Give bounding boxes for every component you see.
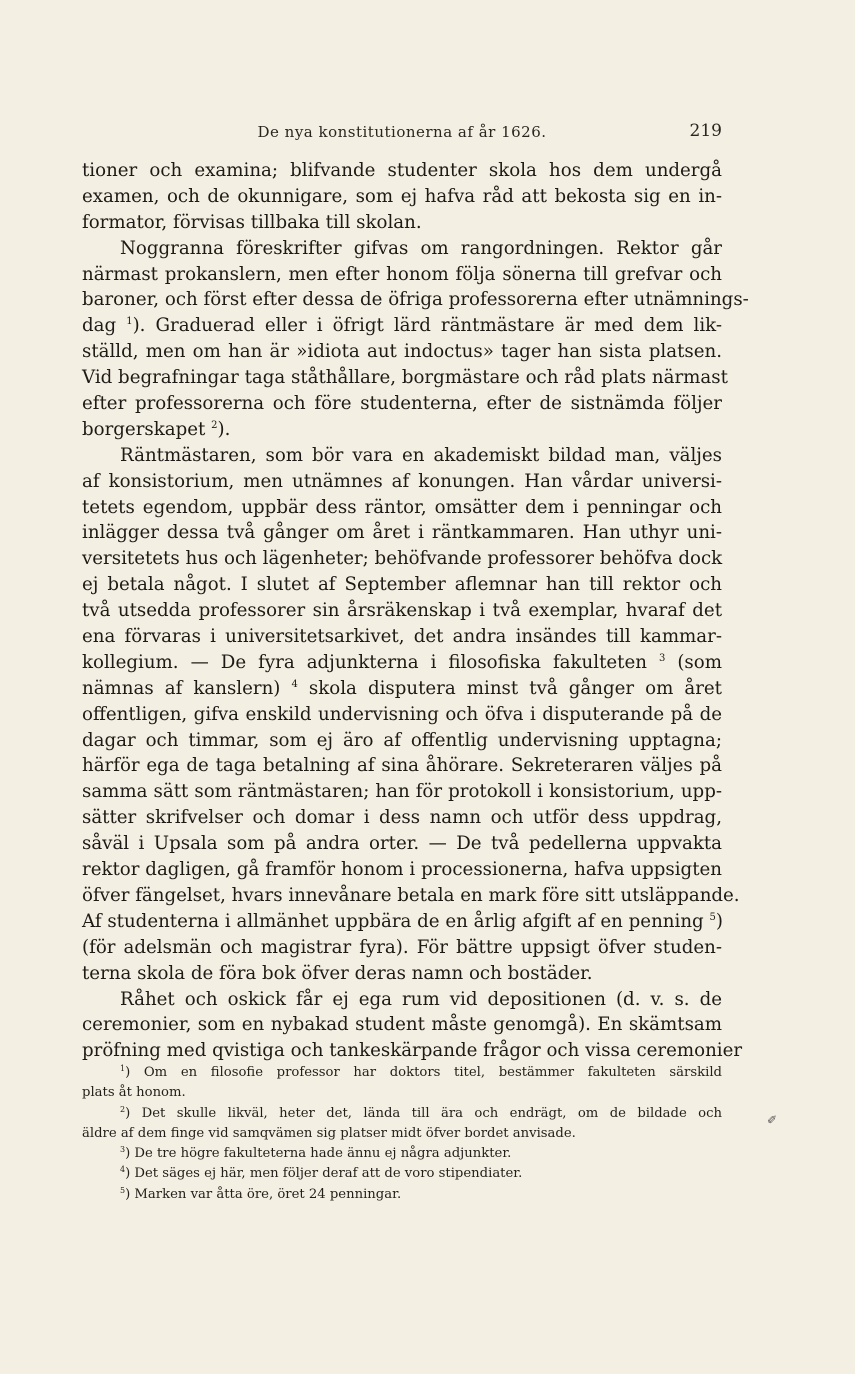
text-line: ej betala något. I slutet af September aflemnar han till rektor och: [82, 574, 722, 596]
text-line: rektor dagligen, gå framför honom i processionerna, hafva uppsigten: [82, 859, 722, 881]
text-line: versitetets hus och lägenheter; behöfvande professorer behöfva dock: [82, 548, 723, 570]
text-line: tetets egendom, uppbär dess räntor, omsätter dem i penningar och: [82, 496, 722, 518]
text-line: samma sätt som räntmästaren; han för protokoll i konsistorium, upp-: [82, 781, 722, 803]
footnote-continuation: äldre af dem finge vid samqvämen sig platser midt öfver bordet anvisade.: [82, 1125, 576, 1141]
footnote-ref: 2: [211, 419, 218, 431]
text-line: inlägger dessa två gånger om året i räntkammaren. Han uthyr uni-: [82, 522, 722, 544]
footnote-ref: 4: [291, 678, 298, 690]
footnote-mark: 4: [120, 1165, 126, 1175]
footnote-mark: 2: [120, 1104, 126, 1114]
text-line: Räntmästaren, som bör vara en akademiskt bildad man, väljes: [120, 444, 722, 466]
footnote-text: ) Om en filosofie professor har doktors titel, bestämmer fakulteten särskild: [125, 1065, 722, 1080]
text-fragment: borgerskapet: [82, 418, 206, 440]
text-line: sätter skrifvelser och domar i dess namn och utför dess uppdrag,: [82, 807, 722, 829]
text-line: ena förvaras i universitetsarkivet, det andra insändes till kammar-: [82, 626, 722, 648]
footnote: [82, 1185, 722, 1205]
text-line: (för adelsmän och magistrar fyra). För bättre uppsigt öfver studen-: [82, 936, 722, 958]
footnote-ref: 5: [709, 911, 716, 923]
footnote-mark: 5: [120, 1185, 126, 1195]
text-line: [82, 313, 722, 339]
text-line: [82, 650, 722, 676]
text-line: baroner, och först efter dessa de öfriga professorerna efter utnämnings-: [82, 289, 749, 311]
footnote-text: ) De tre högre fakulteterna hade ännu ej några adjunkter.: [125, 1146, 512, 1162]
text-line: [82, 676, 722, 702]
text-line: af konsistorium, men utnämnes af konungen. Han vårdar universi-: [82, 470, 722, 492]
text-line: Noggranna föreskrifter gifvas om rangordningen. Rektor går: [120, 237, 722, 259]
text-line: närmast prokanslern, men efter honom följa sönerna till grefvar och: [82, 263, 722, 285]
text-line: Råhet och oskick får ej ega rum vid depositionen (d. v. s. de: [120, 988, 722, 1010]
text-fragment: ). Graduerad eller i öfrigt lärd räntmästare är med dem lik-: [132, 315, 722, 337]
footnote-ref: 3: [658, 652, 666, 664]
text-line: ceremonier, som en nybakad student måste genomgå). En skämtsam: [82, 1014, 722, 1036]
text-fragment: kollegium. — De fyra adjunkterna i filosofiska fakulteten: [82, 651, 647, 673]
body-text: [82, 158, 749, 1064]
footnote-mark: 1: [120, 1064, 126, 1073]
text-line: efter professorerna och före studenterna, efter de sistnämda följer: [82, 393, 722, 415]
text-line: Vid begrafningar taga ståthållare, borgmästare och råd plats närmast: [82, 367, 728, 389]
footnotes: [82, 1063, 722, 1205]
footnote-text: ) Det skulle likväl, heter det, lända till ära och endrägt, om de bildade och: [125, 1105, 722, 1121]
text-line: offentligen, gifva enskild undervisning och öfva i disputerande på de: [82, 703, 722, 725]
footnote-ref: 1: [126, 316, 133, 328]
text-fragment: Af studenterna i allmänhet uppbära de en årlig afgift af en penning: [82, 910, 704, 932]
running-title: De nya konstitutionerna af år 1626.: [257, 123, 547, 141]
text-line: såväl i Upsala som på andra orter. — De två pedellerna uppvakta: [82, 833, 722, 855]
footnote: [82, 1164, 722, 1184]
page-header: [82, 123, 722, 147]
footnote: [82, 1063, 722, 1083]
text-line: pröfning med qvistiga och tankeskärpande frågor och vissa ceremonier: [82, 1040, 743, 1062]
footnote-mark: 3: [120, 1145, 126, 1155]
footnote-continuation: plats åt honom.: [82, 1085, 186, 1101]
text-fragment: skola disputera minst två gånger om året: [297, 677, 722, 699]
text-fragment: nämnas af kanslern): [82, 677, 281, 699]
text-line: dagar och timmar, som ej äro af offentlig undervisning upptagna;: [82, 729, 722, 751]
page-number: 219: [689, 121, 722, 141]
text-line: härför ega de taga betalning af sina åhörare. Sekreteraren väljes på: [82, 755, 722, 777]
margin-mark-icon: ✐: [767, 1113, 778, 1127]
footnote: [82, 1144, 722, 1164]
footnote-text: ) Det säges ej här, men följer deraf att de voro stipendiater.: [125, 1166, 523, 1182]
text-line: [82, 417, 722, 443]
text-fragment: ).: [217, 418, 231, 440]
footnote: [82, 1104, 722, 1124]
text-line: två utsedda professorer sin årsräkenskap i två exemplar, hvaraf det: [82, 600, 722, 622]
text-fragment: dag: [82, 315, 117, 337]
text-line: ställd, men om han är »idiota aut indoctus» tager han sista platsen.: [82, 341, 722, 363]
text-line: öfver fängelset, hvars innevånare betala en mark före sitt utsläppande.: [82, 884, 740, 906]
text-line: examen, och de okunnigare, som ej hafva råd att bekosta sig en in-: [82, 185, 722, 207]
text-fragment: ): [715, 910, 723, 932]
footnote-text: ) Marken var åtta öre, öret 24 penningar.: [125, 1186, 402, 1202]
text-fragment: (som: [665, 651, 722, 673]
text-line: terna skola de föra bok öfver deras namn och bostäder.: [82, 962, 593, 984]
text-line: [82, 909, 722, 935]
text-line: tioner och examina; blifvande studenter skola hos dem undergå: [82, 160, 722, 181]
text-line: formator, förvisas tillbaka till skolan.: [82, 211, 422, 233]
